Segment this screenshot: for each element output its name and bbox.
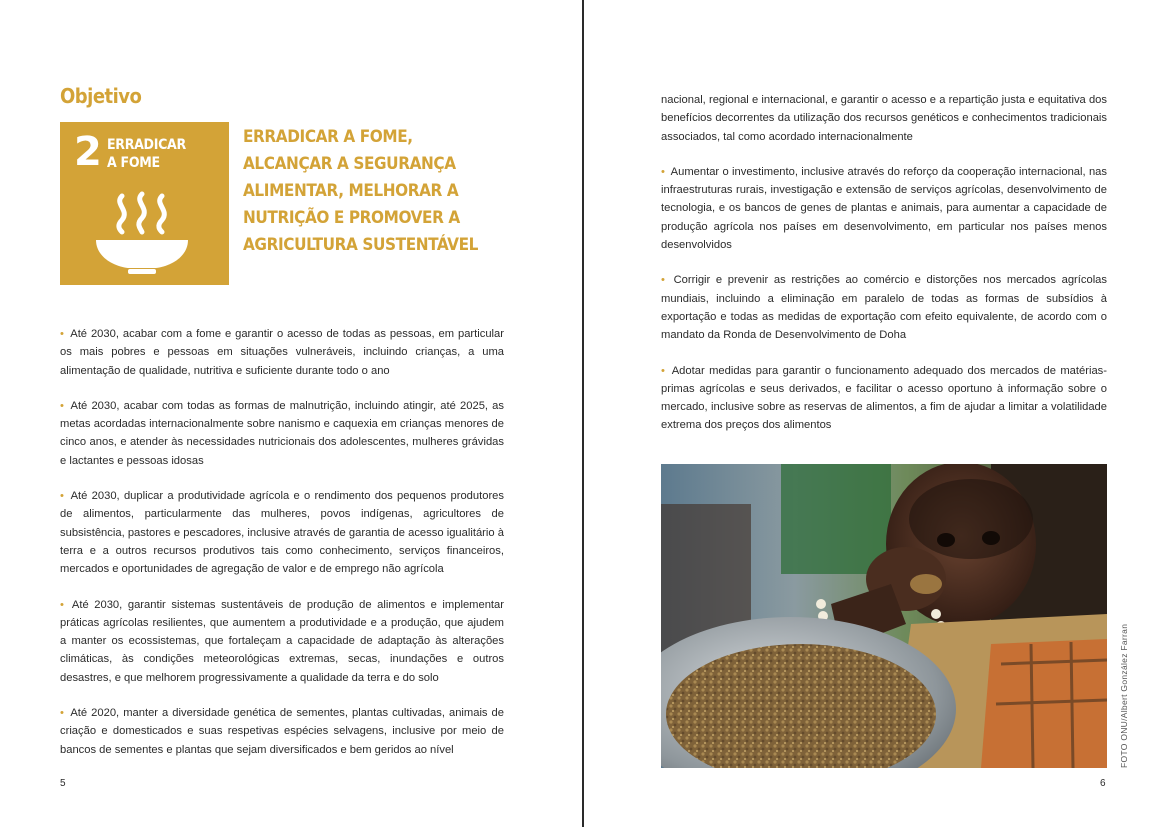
target-list-left xyxy=(60,325,504,776)
target-item xyxy=(60,325,504,380)
target-text: Até 2030, acabar com a fome e garantir o acesso de todas as pessoas, em particular os mais pobres e pessoas em situações vulneráveis, incluindo crianças, a uma alimentação de qualidade, nutritiva e suficiente durante todo o ano xyxy=(60,328,504,377)
target-text: Até 2030, acabar com todas as formas de malnutrição, incluindo atingir, até 2025, as metas acordadas internacionalmente sobre nanismo e caquexia em crianças menores de cinco anos, e atender às necessidades nutricionais dos adolescentes, mulheres grávidas e lactantes e pessoas idosas xyxy=(60,399,505,467)
page-divider xyxy=(582,0,584,827)
bullet-icon: • xyxy=(661,274,665,287)
bullet-icon: • xyxy=(60,490,64,503)
target-text: Corrigir e prevenir as restrições ao comércio e distorções nos mercados agrícolas mundiais, incluindo a eliminação em paralelo de todas as formas de subsídios à exportação e todas as medidas de exportação com efeito equivalente, de acordo com o mandato da Ronda de Desenvolvimento de Doha xyxy=(661,274,1107,342)
bullet-icon: • xyxy=(60,328,64,340)
target-text: Adotar medidas para garantir o funcionamento adequado dos mercados de matérias-primas agrícolas e seus derivados, e facilitar o acesso oportuno à informação sobre o mercado, inclusive sobre as reservas de alimentos, a fim de ajudar a limitar a volatilidade extrema dos preços dos alimentos xyxy=(661,364,1107,432)
target-item xyxy=(60,397,504,470)
steaming-bowl-icon xyxy=(92,190,192,276)
page-number: 5 xyxy=(60,778,66,789)
target-item xyxy=(661,163,1107,254)
bullet-icon: • xyxy=(60,707,64,720)
target-text: Até 2020, manter a diversidade genética de sementes, plantas cultivadas, animais de criação e domesticados e suas respetivas espécies selvagens, inclusive por meio de bancos de sementes e plantas que sejam diversificados e bem geridos ao nível xyxy=(60,707,504,756)
target-text: Aumentar o investimento, inclusive através do reforço da cooperação internacional, nas infraestruturas rurais, investigação e extensão de serviços agrícolas, desenvolvimento de tecnologia, e os bancos de genes de plantas e animais, para aumentar a capacidade de produção agrícola nos países em desenvolvimento, em particular nos países menos desenvolvidos xyxy=(661,165,1107,252)
target-item xyxy=(60,596,504,687)
sdg-goal-label: ERRADICAR A FOME xyxy=(107,137,186,171)
target-item xyxy=(661,271,1107,344)
bullet-icon: • xyxy=(661,165,665,178)
bullet-icon: • xyxy=(661,364,665,377)
page-number: 6 xyxy=(1100,778,1106,789)
target-item xyxy=(60,704,504,759)
left-page xyxy=(0,0,582,827)
target-text: Até 2030, garantir sistemas sustentáveis de produção de alimentos e implementar práticas agrícolas resilientes, que aumentem a produtividade e a produção, que ajudem a manter os ecossistemas, que fortaleçam a capacidade de adaptação às alterações climáticas, às condições meteorológicas extremas, secas, inundações e outros desastres, e que melhorem progressivamente a qualidade da terra e do solo xyxy=(60,598,504,684)
goal-title: ERRADICAR A FOME, ALCANÇAR A SEGURANÇA ALIMENTAR, MELHORAR A NUTRIÇÃO E PROMOVER A AGRICULTURA SUSTENTÁVEL xyxy=(243,127,478,255)
target-list-right xyxy=(661,91,1107,452)
bullet-icon: • xyxy=(60,598,64,611)
target-item xyxy=(60,487,504,578)
sdg-goal-number: 2 xyxy=(74,129,101,175)
bullet-icon: • xyxy=(60,399,64,412)
target-text: Até 2030, duplicar a produtividade agrícola e o rendimento dos pequenos produtores de alimentos, particularmente das mulheres, povos indígenas, agricultores de subsistência, pastores e pescadores, inclusive através de garantia de acesso igualitário à terra e a outros recursos produtivos tais como conhecimento, serviços financeiros, mercados e oportunidades de agregação de valor e de emprego não agrícola xyxy=(60,490,504,576)
section-heading: Objetivo xyxy=(60,84,142,108)
photo-illustration xyxy=(661,464,1107,768)
target-continuation: nacional, regional e internacional, e garantir o acesso e a repartição justa e equitativa dos benefícios decorrentes da utilização dos recursos genéticos e conhecimentos tradicionais associados, tal como acordado internacionalmente xyxy=(661,94,1107,143)
photo-credit: FOTO ONU/Albert González Farran xyxy=(1119,623,1129,768)
child-eating-photo xyxy=(661,464,1107,768)
target-item xyxy=(661,362,1107,435)
sdg-goal-tile xyxy=(60,122,229,285)
